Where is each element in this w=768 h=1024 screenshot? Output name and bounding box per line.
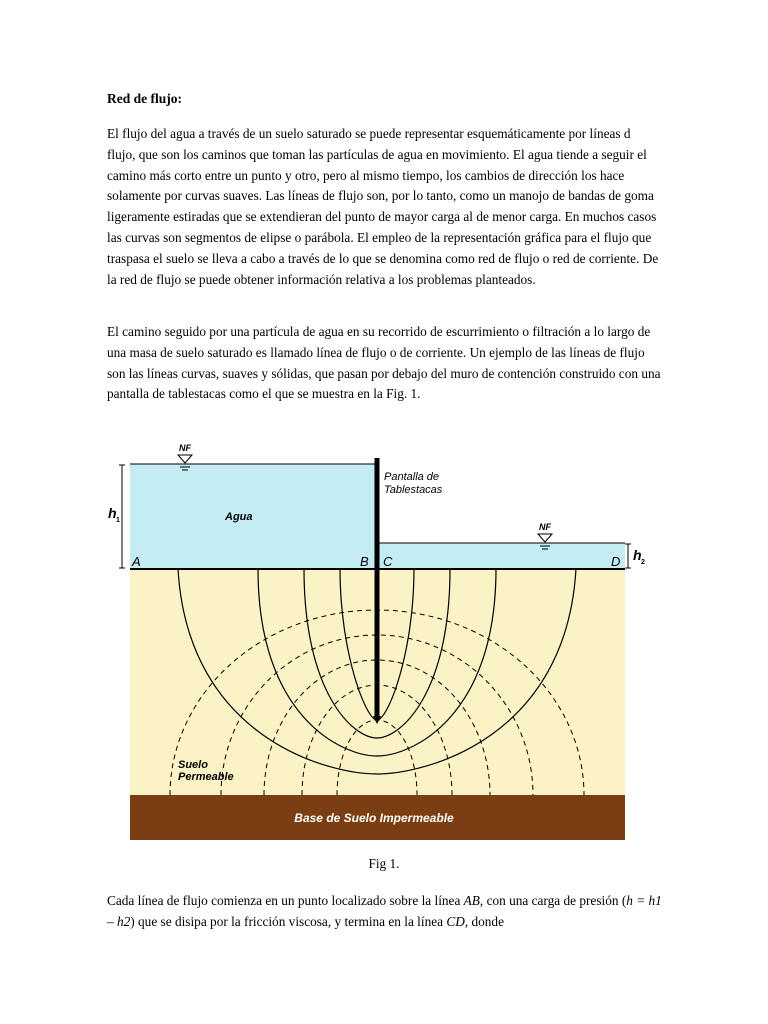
paragraph-3-text-4: , donde	[464, 913, 504, 929]
h1-label: h	[108, 505, 117, 521]
wall-label-line2: Tablestacas	[384, 484, 443, 496]
h2-label: h	[633, 547, 642, 563]
flow-net-figure	[108, 438, 645, 844]
point-d-label: D	[611, 554, 621, 569]
soil-label-line2: Permeable	[178, 771, 234, 783]
line-ab-ref: AB	[463, 893, 480, 908]
downstream-water	[377, 543, 625, 569]
point-b-label: B	[360, 554, 369, 569]
h1-dimension	[108, 465, 125, 568]
paragraph-2: El camino seguido por una partícula de agua en su recorrido de escurrimiento o filtración a lo largo de una masa de suelo saturado es llamado línea de flujo o de corriente. Un ejemplo de las líneas de flujo son las líneas curvas, suaves y sólidas, que pasan por debajo del muro de contención construido con una pantalla de tablestacas como el que se muestra en la Fig. 1.	[107, 324, 661, 402]
line-cd-ref: CD	[446, 913, 465, 929]
point-a-label: A	[132, 554, 141, 569]
nf-label-left: NF	[179, 443, 191, 453]
paragraph-1: El flujo del agua a través de un suelo saturado se puede representar esquemáticamente por líneas d flujo, que son los caminos que toman las partículas de agua en movimiento. El agua tiende a seguir el camino más corto entre un punto y otro, pero al mismo tiempo, los cambios de dirección los hace solamente por curvas suaves. Las líneas de flujo son, por lo tanto, como un manojo de bandas de goma ligeramente estiradas que se extendieran del punto de mayor carga al de menor carga. En muchos casos las curvas son segmentos de elipse o parábola. El empleo de la representación gráfica para el flujo que traspasa el suelo se lleva a cabo a través de lo que se denomina como red de flujo o red de corriente. De la red de flujo se puede obtener información relativa a los problemas planteados.	[107, 126, 659, 287]
paragraph-3-text-2: , con una carga de presión (	[479, 893, 627, 908]
figure-caption: Fig 1.	[368, 856, 400, 871]
soil-label-line1: Suelo	[178, 759, 208, 771]
nf-label-right: NF	[539, 522, 551, 532]
h2-dimension	[625, 544, 645, 568]
head-formula: h = h1 – h2	[107, 893, 662, 929]
paragraph-3-text-3: ) que se disipa por la fricción viscosa, y termina en la línea	[130, 913, 447, 929]
wall-label-line1: Pantalla de	[384, 471, 440, 483]
section-heading: Red de flujo:	[107, 91, 182, 106]
impermeable-base-label: Base de Suelo Impermeable	[294, 811, 454, 825]
h2-subscript: 2	[641, 559, 645, 566]
paragraph-3	[107, 891, 662, 933]
flow-net-diagram	[108, 438, 645, 844]
h1-subscript: 1	[116, 517, 120, 524]
water-label: Agua	[225, 511, 253, 523]
point-c-label: C	[383, 554, 393, 569]
upstream-water	[130, 464, 377, 569]
paragraph-3-text-1: Cada línea de flujo comienza en un punto localizado sobre la línea	[107, 893, 464, 908]
